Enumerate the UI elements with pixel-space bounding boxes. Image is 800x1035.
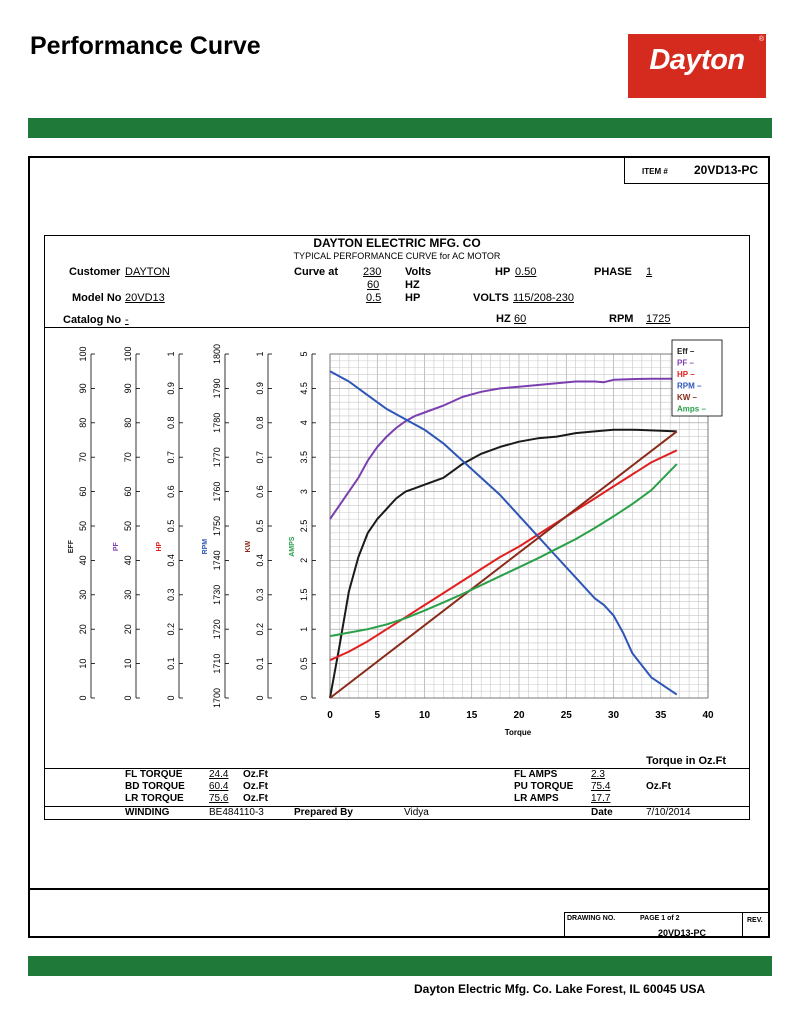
y-tick-label: 1730	[212, 584, 222, 605]
fl-torque-label: FL TORQUE	[125, 769, 183, 780]
fl-torque-value: 24.4	[209, 769, 229, 780]
y-tick-label: 0	[299, 695, 309, 701]
lr-torque-unit: Oz.Ft	[243, 793, 268, 804]
company-name: DAYTON ELECTRIC MFG. CO	[313, 236, 481, 250]
performance-chart	[44, 328, 750, 768]
y-tick-label: 0	[123, 695, 133, 701]
item-number: 20VD13-PC	[694, 163, 759, 177]
y-tick-label: 1710	[212, 653, 222, 674]
y-tick-label: 20	[123, 624, 133, 635]
y-axis-title: KW	[245, 540, 252, 553]
y-tick-label: 1800	[212, 343, 222, 365]
y-tick-label: 0.2	[255, 622, 265, 636]
y-tick-label: 2.5	[299, 519, 309, 533]
fl-amps-value: 2.3	[591, 769, 605, 780]
title-block-line	[28, 888, 770, 890]
y-tick-label: 0	[255, 695, 265, 701]
y-tick-label: 90	[123, 383, 133, 394]
pu-torque-label: PU TORQUE	[514, 781, 574, 792]
y-tick-label: 0.1	[255, 657, 265, 670]
volts-value: 230	[363, 266, 382, 278]
y-tick-label: 1	[166, 351, 176, 357]
drawing-no-value: 20VD13-PC	[658, 928, 707, 938]
dayton-logo	[628, 34, 766, 98]
y-tick-label: 0.3	[255, 588, 265, 602]
bd-torque-label: BD TORQUE	[125, 781, 185, 792]
y-tick-label: 100	[123, 346, 133, 362]
y-tick-label: 5	[299, 351, 309, 357]
x-tick-label: 30	[607, 710, 620, 721]
y-tick-label: 2	[299, 557, 309, 563]
winding-value: BE484110-3	[209, 807, 264, 818]
hp-label: HP	[495, 266, 511, 278]
drawing-no-label: DRAWING NO.	[567, 915, 616, 922]
x-tick-label: 35	[655, 710, 667, 721]
hz2-value: 60	[514, 313, 527, 325]
y-tick-label: 0.5	[299, 657, 309, 670]
y-tick-label: 40	[123, 555, 133, 566]
x-tick-label: 15	[466, 710, 478, 721]
y-tick-label: 60	[78, 486, 88, 497]
chart-series	[330, 371, 677, 698]
x-axis-title: Torque	[504, 728, 532, 737]
x-tick-label: 10	[418, 710, 431, 721]
y-tick-label: 0.9	[255, 382, 265, 395]
y-tick-label: 1700	[212, 687, 222, 709]
y-tick-label: 0.5	[166, 519, 176, 533]
bottom-green-bar	[28, 956, 772, 976]
model-value: 20VD13	[125, 292, 165, 304]
y-tick-label: 0.7	[166, 450, 176, 464]
x-tick-label: 5	[374, 710, 381, 721]
registered-mark: ®	[758, 36, 764, 43]
phase-value: 1	[646, 266, 653, 278]
y-tick-label: 1750	[212, 515, 222, 537]
y-tick-label: 10	[78, 658, 88, 669]
date-label: Date	[591, 807, 613, 818]
page-label: PAGE 1 of 2	[640, 915, 680, 922]
lr-torque-label: LR TORQUE	[125, 793, 184, 804]
y-tick-label: 1790	[212, 378, 222, 399]
y-tick-label: 50	[123, 520, 133, 532]
legend-item: Amps –	[677, 404, 706, 414]
lr-torque-value: 75.6	[209, 793, 229, 804]
y-tick-label: 1760	[212, 481, 222, 502]
y-tick-label: 1	[255, 351, 265, 357]
y-axis-title: PF	[113, 542, 120, 552]
y-tick-label: 100	[78, 346, 88, 362]
lr-amps-value: 17.7	[591, 793, 611, 804]
date-value: 7/10/2014	[646, 807, 691, 818]
volts2-label: VOLTS	[473, 292, 509, 304]
y-tick-label: 40	[78, 555, 88, 566]
y-tick-label: 0.2	[166, 622, 176, 636]
model-label: Model No	[72, 292, 122, 304]
customer-label: Customer	[69, 266, 121, 278]
bd-torque-unit: Oz.Ft	[243, 781, 268, 792]
phase-label: PHASE	[594, 266, 632, 278]
series-line-kw	[330, 431, 677, 698]
y-tick-label: 1	[299, 626, 309, 632]
legend-item: HP –	[677, 370, 695, 379]
legend-item: Eff –	[677, 347, 695, 356]
y-tick-label: 0.9	[166, 382, 176, 395]
curve-at-label: Curve at	[294, 266, 339, 278]
prepared-value: Vidya	[404, 807, 429, 818]
hz2-label: HZ	[496, 313, 511, 325]
hz-value: 60	[367, 279, 380, 291]
footer-address: Dayton Electric Mfg. Co. Lake Forest, IL 60045 USA	[414, 982, 706, 996]
y-tick-label: 80	[123, 417, 133, 428]
y-tick-label: 90	[78, 383, 88, 394]
y-tick-label: 0.5	[255, 519, 265, 533]
y-tick-label: 80	[78, 417, 88, 428]
legend-item: PF –	[677, 358, 694, 368]
y-axis-title: HP	[156, 541, 163, 552]
y-tick-label: 0.7	[255, 450, 265, 464]
logo-text: Dayton	[649, 44, 745, 76]
y-tick-label: 1720	[212, 619, 222, 640]
fl-torque-unit: Oz.Ft	[243, 769, 268, 780]
rev-divider	[742, 912, 743, 938]
pu-torque-value: 75.4	[591, 781, 611, 792]
y-tick-label: 50	[78, 520, 88, 532]
hz-label: HZ	[405, 279, 420, 291]
y-tick-label: 1.5	[299, 588, 309, 602]
y-tick-label: 0.4	[166, 554, 176, 567]
sheet-subtitle: TYPICAL PERFORMANCE CURVE for AC MOTOR	[293, 251, 501, 261]
hp-value: 0.50	[515, 266, 537, 278]
x-axis-units-label: Torque in Oz.Ft	[646, 755, 726, 767]
rpm-label: RPM	[609, 313, 634, 325]
y-tick-label: 10	[123, 658, 133, 669]
y-tick-label: 0.3	[166, 588, 176, 602]
y-tick-label: 1780	[212, 412, 222, 433]
y-tick-label: 70	[78, 452, 88, 463]
prepared-label: Prepared By	[294, 807, 353, 818]
volts2-value: 115/208-230	[513, 292, 574, 304]
y-tick-label: 0.6	[255, 485, 265, 498]
winding-label: WINDING	[125, 807, 170, 818]
chart-grid	[330, 354, 708, 698]
y-tick-label: 4	[299, 420, 309, 426]
chart-axes	[68, 344, 714, 721]
chart-legend	[672, 340, 722, 416]
y-tick-label: 3	[299, 489, 309, 495]
y-tick-label: 0	[78, 695, 88, 701]
fl-amps-label: FL AMPS	[514, 769, 558, 780]
y-tick-label: 0.8	[255, 416, 265, 430]
x-tick-label: 0	[327, 710, 333, 721]
rpm-value: 1725	[646, 313, 671, 325]
x-tick-label: 40	[702, 710, 714, 721]
hp2-value: 0.5	[366, 292, 382, 304]
item-label: ITEM #	[642, 167, 668, 176]
y-tick-label: 0.6	[166, 485, 176, 498]
y-axis-title: EFF	[68, 540, 75, 554]
y-tick-label: 0.8	[166, 416, 176, 430]
customer-value: DAYTON	[125, 266, 170, 278]
y-axis-title: RPM	[202, 538, 209, 555]
y-tick-label: 20	[78, 624, 88, 635]
y-tick-label: 0.1	[166, 657, 176, 670]
x-tick-label: 20	[513, 710, 525, 721]
hp2-label: HP	[405, 292, 421, 304]
y-tick-label: 70	[123, 452, 133, 463]
y-tick-label: 0.4	[255, 554, 265, 567]
catalog-value: -	[125, 314, 129, 326]
catalog-label: Catalog No	[63, 314, 122, 326]
y-tick-label: 1740	[212, 550, 222, 571]
y-tick-label: 4.5	[299, 382, 309, 395]
legend-item: KW –	[677, 393, 697, 402]
y-tick-label: 30	[78, 589, 88, 600]
x-tick-label: 25	[560, 710, 572, 721]
bd-torque-value: 60.4	[209, 781, 229, 792]
y-tick-label: 0	[166, 695, 176, 701]
rev-label: REV.	[747, 917, 763, 924]
lr-amps-label: LR AMPS	[514, 793, 559, 804]
series-line-hp	[330, 450, 677, 660]
y-tick-label: 60	[123, 486, 133, 497]
page-title: Performance Curve	[30, 32, 261, 60]
y-axis-title: AMPS	[289, 536, 296, 557]
legend-item: RPM –	[677, 381, 702, 391]
y-tick-label: 3.5	[299, 450, 309, 464]
volts-label: Volts	[405, 266, 432, 278]
pu-torque-unit: Oz.Ft	[646, 781, 671, 792]
top-green-bar	[28, 118, 772, 138]
y-tick-label: 1770	[212, 447, 222, 468]
series-line-amps	[330, 464, 677, 636]
y-tick-label: 30	[123, 589, 133, 600]
